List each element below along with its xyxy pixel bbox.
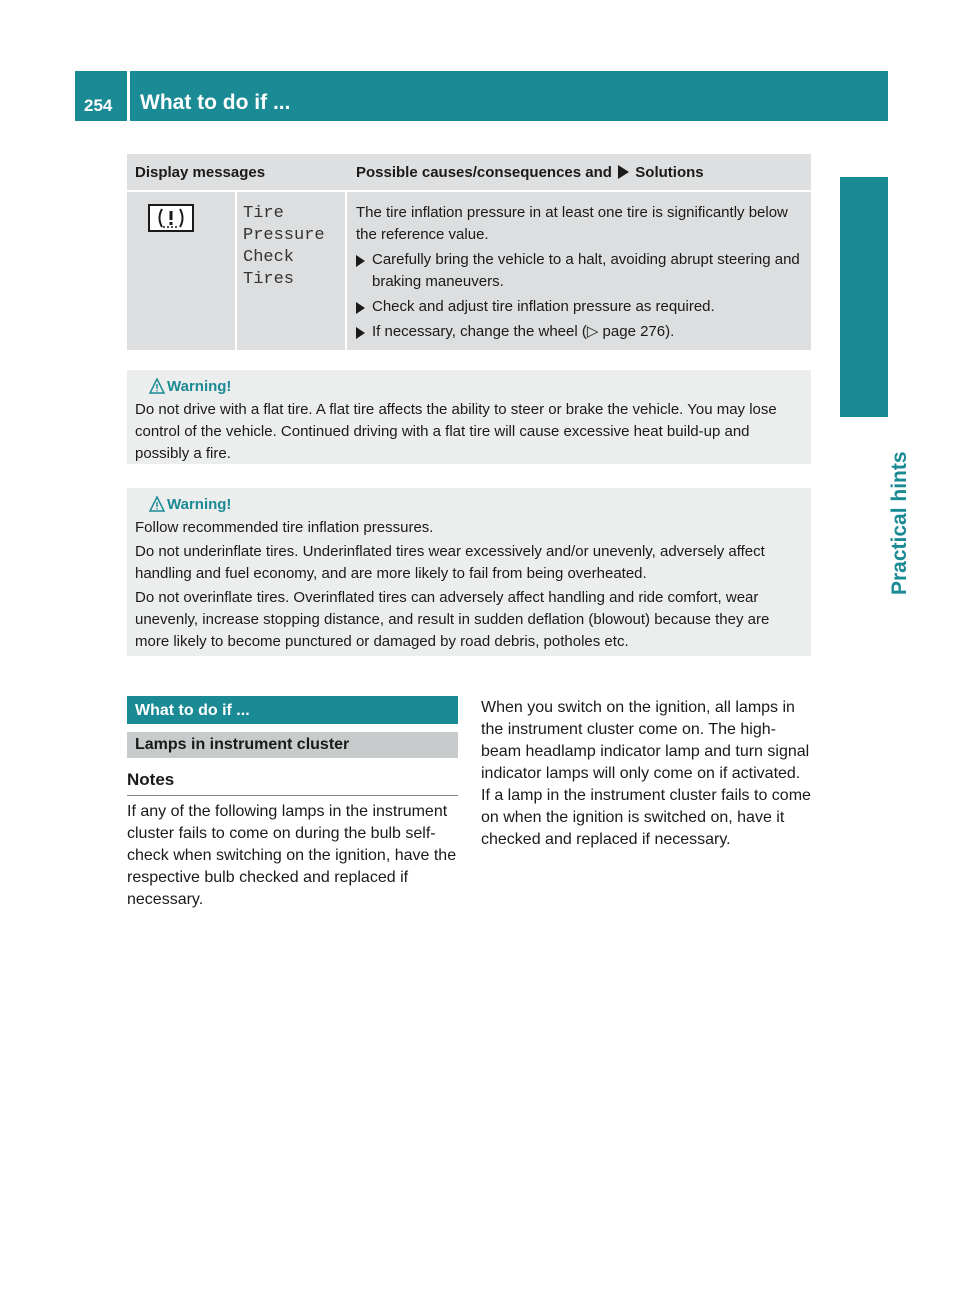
display-message-text: [243, 203, 325, 291]
causes-content: [356, 202, 804, 343]
step-arrow-icon: [356, 255, 365, 267]
warning-paragraph: Follow recommended tire inflation pressures.: [135, 519, 434, 536]
solution-step-text: Carefully bring the vehicle to a halt, avoiding abrupt steering and braking maneuvers.: [372, 251, 800, 290]
play-arrow-icon: [618, 165, 629, 179]
column-header-causes-text: Possible causes/consequences and: [356, 164, 612, 181]
step-arrow-icon: [356, 302, 365, 314]
warning-paragraph: Do not overinflate tires. Overinflated tires can adversely affect handling and ride comfort, wear unevenly, increase stopping distance, and result in sudden deflation (blowout) because they are more likely to become punctured or damaged by road debris, potholes etc.: [135, 589, 770, 650]
solution-step: [356, 296, 804, 318]
causes-cell: [347, 192, 811, 350]
message-line: Pressure: [243, 226, 325, 245]
page-number: 254: [84, 96, 113, 115]
icon-cell: [127, 192, 235, 350]
message-cell: [237, 192, 345, 350]
solution-step-text[interactable]: If necessary, change the wheel (▷ page 276).: [372, 323, 675, 340]
warning-paragraph: Do not underinflate tires. Underinflated tires wear excessively and/or unevenly, adversely affect handling and fuel economy, and are more likely to fail from being overheated.: [135, 543, 765, 582]
notes-heading: Notes: [127, 770, 175, 789]
warning-triangle-icon: [149, 378, 165, 394]
message-line: Tires: [243, 270, 295, 289]
table-header-row: [127, 154, 811, 192]
warning-title: Warning!: [167, 378, 232, 395]
solution-step: [356, 321, 804, 343]
step-arrow-icon: [356, 327, 365, 339]
section-title: What to do if ...: [135, 702, 250, 719]
solution-step-text: Check and adjust tire inflation pressure as required.: [372, 298, 715, 315]
cause-text: The tire inflation pressure in at least one tire is significantly below the reference value.: [356, 204, 788, 243]
column-header-solutions-text: Solutions: [635, 164, 704, 181]
header-divider: [127, 71, 130, 121]
warning-title: Warning!: [167, 496, 232, 513]
column-header-display: Display messages: [135, 164, 266, 181]
warning-triangle-icon: [149, 496, 165, 512]
warning-box-flat-tire: [127, 370, 811, 464]
page-header-title: What to do if ...: [140, 91, 291, 114]
message-line: Tire: [243, 204, 284, 223]
warning-paragraph: Do not drive with a flat tire. A flat tire affects the ability to steer or brake the vehicle. You may lose control of the vehicle. Continued driving with a flat tire will cause excessive heat build-up and possibly a fire.: [135, 401, 777, 462]
notes-paragraph-left: If any of the following lamps in the instrument cluster fails to come on during the bulb self-check when switching on the ignition, have the respective bulb checked and replaced if necessary.: [127, 803, 457, 908]
side-tab-block: [840, 177, 888, 417]
notes-paragraph-right: When you switch on the ignition, all lamps in the instrument cluster come on. The high-beam headlamp indicator lamp and turn signal indicator lamps will only come on if activated. If a lamp in the instrument cluster fails to come on when the ignition is switched on, have it checked and replaced if necessary.: [481, 699, 811, 848]
message-line: Check: [243, 248, 295, 267]
tire-pressure-warning-icon: [148, 204, 194, 232]
warning-box-inflation: [127, 488, 811, 656]
notes-divider: [127, 795, 458, 796]
column-header-causes: [356, 164, 704, 181]
warning-heading: [135, 495, 803, 515]
table-row: [127, 192, 811, 350]
warning-heading: [135, 377, 803, 397]
solution-step: [356, 249, 804, 293]
side-tab-label: Practical hints: [888, 451, 911, 595]
subsection-title: Lamps in instrument cluster: [135, 736, 350, 753]
display-messages-table: [127, 154, 811, 350]
